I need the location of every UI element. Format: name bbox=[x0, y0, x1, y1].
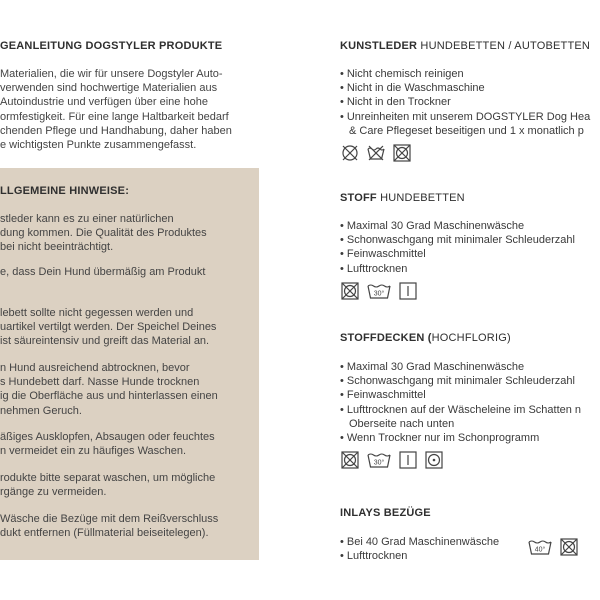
section-title-bold: STOFFDECKEN ( bbox=[340, 332, 432, 344]
general-notes-title: LLGEMEINE HINWEISE: bbox=[0, 185, 130, 197]
note-line: dung kommen. Die Qualität des Produktes bbox=[0, 227, 207, 240]
care-icons-kunstleder bbox=[340, 143, 412, 163]
note-line: ig die Oberfläche aus und hinterlassen einen bbox=[0, 390, 218, 403]
intro-line: Materialien, die wir für unsere Dogstyler Auto- bbox=[0, 68, 223, 80]
no-tumble-dry-icon bbox=[340, 450, 360, 470]
list-item: • Bei 40 Grad Maschinenwäsche bbox=[340, 535, 499, 549]
no-dry-clean-icon bbox=[340, 143, 360, 163]
list-item: • Feinwaschmittel bbox=[340, 247, 575, 261]
care-list-stoff bbox=[340, 219, 575, 276]
section-title-light: HUNDEBETTEN / AUTOBETTEN bbox=[417, 40, 591, 52]
note-line: bei nicht beeinträchtigt. bbox=[0, 241, 114, 254]
no-tumble-dry-icon bbox=[392, 143, 412, 163]
line-dry-icon bbox=[398, 281, 418, 301]
section-title-bold: KUNSTLEDER bbox=[340, 40, 418, 52]
note-line: rodukte bitte separat waschen, um mögliche bbox=[0, 472, 216, 484]
note-3 bbox=[0, 306, 216, 349]
wash-temp-label: 30° bbox=[373, 290, 385, 298]
left-title: GEANLEITUNG DOGSTYLER PRODUKTE bbox=[0, 40, 223, 52]
list-item: • Lufttrocknen bbox=[340, 549, 499, 563]
note-line: Wäsche die Bezüge mit dem Reißverschluss bbox=[0, 513, 219, 525]
note-6 bbox=[0, 471, 215, 499]
care-list-inlays bbox=[340, 535, 499, 563]
section-title-kunstleder bbox=[340, 40, 590, 52]
list-item: • Schonwaschgang mit minimaler Schleuderzahl bbox=[340, 374, 581, 388]
note-line: s Hundebett darf. Nasse Hunde trocknen bbox=[0, 376, 200, 389]
section-title-bold: INLAYS BEZÜGE bbox=[340, 507, 431, 519]
note-line: n vermeidet ein zu häufiges Waschen. bbox=[0, 445, 187, 458]
intro-line: Autoindustrie und verfügen über eine hohe bbox=[0, 96, 208, 109]
care-list-stoffdecken bbox=[340, 360, 581, 445]
note-line: uartikel vertilgt werden. Der Speichel Deines bbox=[0, 321, 217, 334]
no-tumble-dry-icon bbox=[340, 281, 360, 301]
intro-line: ormfestigkeit. Für eine lange Haltbarkeit bedarf bbox=[0, 110, 229, 123]
intro-line: chenden Pflege und Handhabung, daher haben bbox=[0, 124, 232, 137]
wash-temp-label: 40° bbox=[534, 546, 546, 554]
note-line: e, dass Dein Hund übermäßig am Produkt bbox=[0, 266, 206, 278]
list-item: • Lufttrocknen bbox=[340, 262, 575, 276]
note-5 bbox=[0, 430, 215, 458]
list-item: • Wenn Trockner nur im Schonprogramm bbox=[340, 431, 581, 445]
note-4 bbox=[0, 361, 218, 418]
note-1 bbox=[0, 212, 207, 255]
list-item: • Schonwaschgang mit minimaler Schleuderzahl bbox=[340, 233, 575, 247]
list-item: • Maximal 30 Grad Maschinenwäsche bbox=[340, 219, 575, 233]
note-line: äßiges Ausklopfen, Absaugen oder feuchtes bbox=[0, 431, 215, 443]
note-line: lebett sollte nicht gegessen werden und bbox=[0, 307, 194, 319]
no-wash-icon bbox=[366, 143, 386, 163]
no-tumble-dry-icon bbox=[559, 537, 579, 557]
wash-30-icon bbox=[366, 281, 392, 301]
section-title-bold: STOFF bbox=[340, 192, 377, 204]
care-icons-stoff bbox=[340, 281, 418, 301]
note-line: rgänge zu vermeiden. bbox=[0, 486, 107, 499]
list-item: • Unreinheiten mit unserem DOGSTYLER Dog Hea & Care Pflegeset beseitigen und 1 x monatlich p bbox=[340, 110, 590, 138]
list-item: • Lufttrocknen auf der Wäscheleine im Schatten n Oberseite nach unten bbox=[340, 403, 581, 431]
list-item: • Feinwaschmittel bbox=[340, 388, 581, 402]
list-item: • Maximal 30 Grad Maschinenwäsche bbox=[340, 360, 581, 374]
note-line: n Hund ausreichend abtrocknen, bevor bbox=[0, 362, 190, 374]
list-item: • Nicht in den Trockner bbox=[340, 95, 590, 109]
section-title-inlays bbox=[340, 507, 431, 519]
intro-line: verwenden sind hochwertige Materialien aus bbox=[0, 82, 218, 95]
section-title-stoffdecken bbox=[340, 332, 511, 344]
section-title-light: HOCHFLORIG) bbox=[431, 332, 511, 344]
note-line: ist säureintensiv und greift das Material an. bbox=[0, 335, 210, 348]
section-title-stoff bbox=[340, 192, 465, 204]
note-line: stleder kann es zu einer natürlichen bbox=[0, 213, 174, 225]
note-2 bbox=[0, 265, 205, 279]
wash-temp-label: 30° bbox=[373, 459, 385, 467]
note-line: nehmen Geruch. bbox=[0, 404, 82, 417]
note-line: dukt entfernen (Füllmaterial beiseitelegen). bbox=[0, 527, 209, 540]
wash-40-icon bbox=[527, 537, 553, 557]
care-icons-stoffdecken bbox=[340, 450, 444, 470]
tumble-dry-gentle-icon bbox=[424, 450, 444, 470]
wash-30-icon bbox=[366, 450, 392, 470]
list-item: • Nicht in die Waschmaschine bbox=[340, 81, 590, 95]
intro-paragraph bbox=[0, 67, 232, 152]
section-title-light: HUNDEBETTEN bbox=[376, 192, 465, 204]
intro-line: e wichtigsten Punkte zusammengefasst. bbox=[0, 139, 197, 152]
line-dry-icon bbox=[398, 450, 418, 470]
care-list-kunstleder bbox=[340, 67, 590, 138]
list-item: • Nicht chemisch reinigen bbox=[340, 67, 590, 81]
care-icons-inlays bbox=[527, 537, 579, 557]
note-7 bbox=[0, 512, 218, 540]
